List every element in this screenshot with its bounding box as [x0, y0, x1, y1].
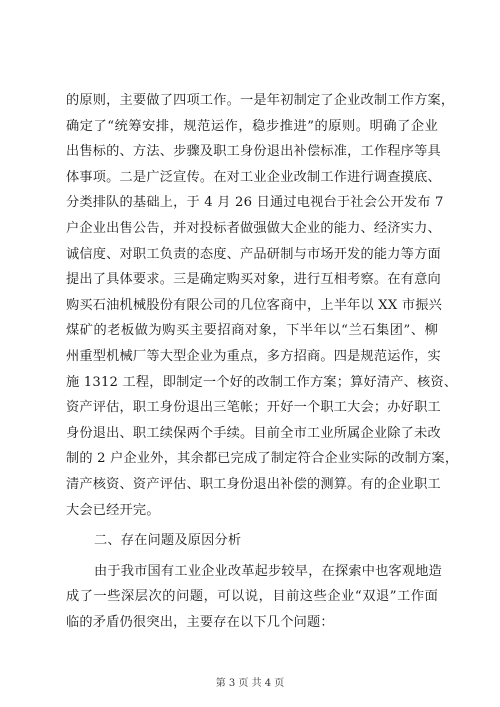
body-text-line: 体事项。二是广泛宣传。在对工业企业改制工作进行调查摸底、	[66, 169, 441, 185]
body-text-line: 诚信度、对职工负责的态度、产品研制与市场开发的能力等方面	[66, 246, 441, 262]
body-text-line: 由于我市国有工业企业改革起步较早，在探索中也客观地造	[94, 563, 443, 579]
body-text-line: 确定了“统筹安排，规范运作，稳步推进”的原则。明确了企业	[66, 118, 438, 134]
body-text-line: 煤矿的老板做为购买主要招商对象，下半年以“兰石集团”、柳	[66, 323, 438, 339]
page-number-footer: 第 3 页 共 4 页	[215, 678, 285, 689]
body-text-line: 的原则，主要做了四项工作。一是年初制定了企业改制工作方案，	[66, 93, 455, 108]
body-text-line: 清产核资、资产评估、职工身份退出补偿的测算。有的企业职工	[66, 476, 441, 492]
body-text-line: 临的矛盾仍很突出，主要存在以下几个问题：	[66, 614, 334, 630]
body-text-line: 资产评估，职工身份退出三笔帐；开好一个职工大会；办好职工	[66, 400, 441, 416]
body-text-line: 户企业出售公告，并对投标者做强做大企业的能力、经济实力、	[66, 220, 441, 236]
document-body	[66, 88, 459, 635]
body-text-line: 身份退出、职工续保两个手续。目前全市工业所属企业除了未改	[66, 425, 441, 441]
body-text-line: 制的 2 户企业外，其余都已完成了制定符合企业实际的改制方案，	[66, 451, 459, 467]
body-text-line: 施 1312 工程，即制定一个好的改制工作方案；算好清产、核资、	[66, 374, 458, 390]
body-text-line: 大会已经开完。	[66, 502, 160, 518]
body-text-line: 成了一些深层次的问题，可以说，目前这些企业“双退”工作面	[66, 589, 438, 605]
body-text-line: 提出了具体要求。三是确定购买对象，进行互相考察。在有意向	[66, 272, 441, 288]
body-text-line: 出售标的、方法、步骤及职工身份退出补偿标准，工作程序等具	[66, 144, 441, 160]
body-text-line: 分类排队的基础上，于 4 月 26 日通过电视台于社会公开发布 7	[66, 195, 444, 211]
body-text-line: 州重型机械厂等大型企业为重点，多方招商。四是规范运作，实	[66, 348, 441, 364]
section-heading: 二、存在问题及原因分析	[94, 533, 242, 549]
body-text-line: 购买石油机械股份有限公司的几位客商中，上半年以 XX 市振兴	[66, 297, 443, 313]
